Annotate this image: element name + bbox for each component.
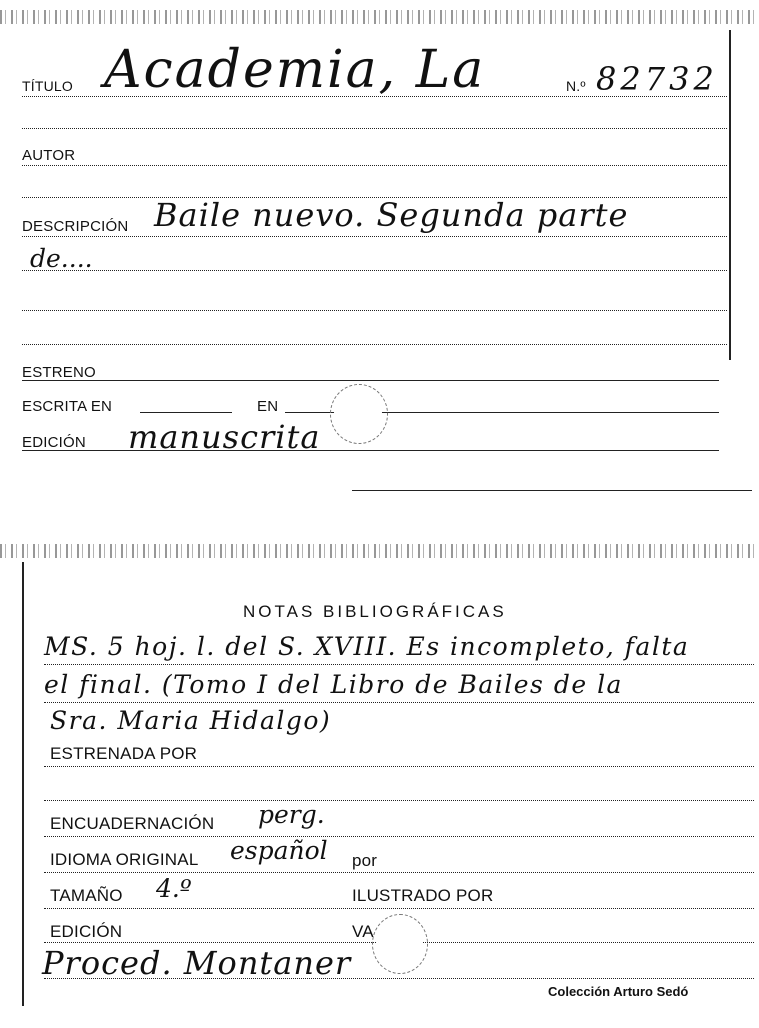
catalog-card-top — [0, 0, 759, 500]
card-bottom-top-edge — [0, 544, 759, 558]
edicion-label: EDICIÓN — [22, 434, 86, 451]
card-right-edge — [729, 30, 731, 360]
notes-line-3: Sra. Maria Hidalgo) — [50, 706, 332, 735]
numero-value: 82732 — [596, 60, 718, 98]
catalog-card-bottom — [0, 538, 759, 1028]
rule-line — [44, 836, 754, 837]
rule-line — [44, 702, 754, 703]
descripcion-line — [22, 236, 727, 237]
card-bottom-edge — [352, 490, 752, 491]
card-left-edge — [22, 562, 24, 1006]
idioma-original-value: español — [230, 836, 328, 865]
rule-line — [44, 766, 754, 767]
encuadernacion-label: ENCUADERNACIÓN — [50, 814, 215, 833]
en-label: EN — [257, 398, 279, 415]
numero-label: N.º — [566, 78, 586, 94]
va-label: VA — [352, 922, 374, 941]
escrita-en-line — [140, 412, 232, 413]
titulo-label: TÍTULO — [22, 78, 73, 94]
rule-line — [44, 800, 754, 801]
autor-line — [22, 165, 727, 166]
collection-credit: Colección Arturo Sedó — [548, 984, 689, 999]
por-label: por — [352, 851, 378, 870]
proced-value: Proced. Montaner — [42, 944, 352, 982]
edicion-bottom-label: EDICIÓN — [50, 922, 123, 941]
edicion-line — [22, 450, 719, 451]
rule-line — [22, 270, 727, 271]
rule-line — [44, 908, 754, 909]
card-top-edge — [0, 10, 759, 24]
tamano-label: TAMAÑO — [50, 886, 123, 905]
ilustrado-por-label: ILUSTRADO POR — [352, 886, 494, 905]
titulo-line — [22, 96, 727, 97]
edicion-value: manuscrita — [128, 418, 321, 456]
notas-heading: NOTAS BIBLIOGRÁFICAS — [243, 602, 507, 621]
descripcion-label: DESCRIPCIÓN — [22, 218, 129, 235]
punch-hole-inner — [376, 918, 422, 968]
estreno-line — [22, 380, 719, 381]
idioma-original-label: IDIOMA ORIGINAL — [50, 850, 199, 869]
rule-line — [44, 872, 754, 873]
rule-line — [22, 310, 727, 311]
encuadernacion-value: perg. — [258, 800, 325, 829]
punch-hole-inner — [334, 388, 382, 438]
autor-label: AUTOR — [22, 147, 76, 164]
tamano-value: 4.º — [156, 874, 192, 903]
descripcion-value-cont: de.... — [30, 244, 93, 273]
escrita-en-label: ESCRITA EN — [22, 398, 113, 415]
estrenada-por-label: ESTRENADA POR — [50, 744, 198, 763]
rule-line — [22, 344, 727, 345]
rule-line — [44, 664, 754, 665]
rule-line — [44, 978, 754, 979]
estreno-label: ESTRENO — [22, 364, 96, 381]
descripcion-value: Baile nuevo. Segunda parte — [154, 196, 629, 234]
rule-line — [22, 128, 727, 129]
notes-line-2: el final. (Tomo I del Libro de Bailes de la — [44, 670, 623, 699]
notes-line-1: MS. 5 hoj. l. del S. XVIII. Es incompleto, falta — [44, 632, 690, 661]
titulo-value: Academia, La — [104, 40, 486, 100]
